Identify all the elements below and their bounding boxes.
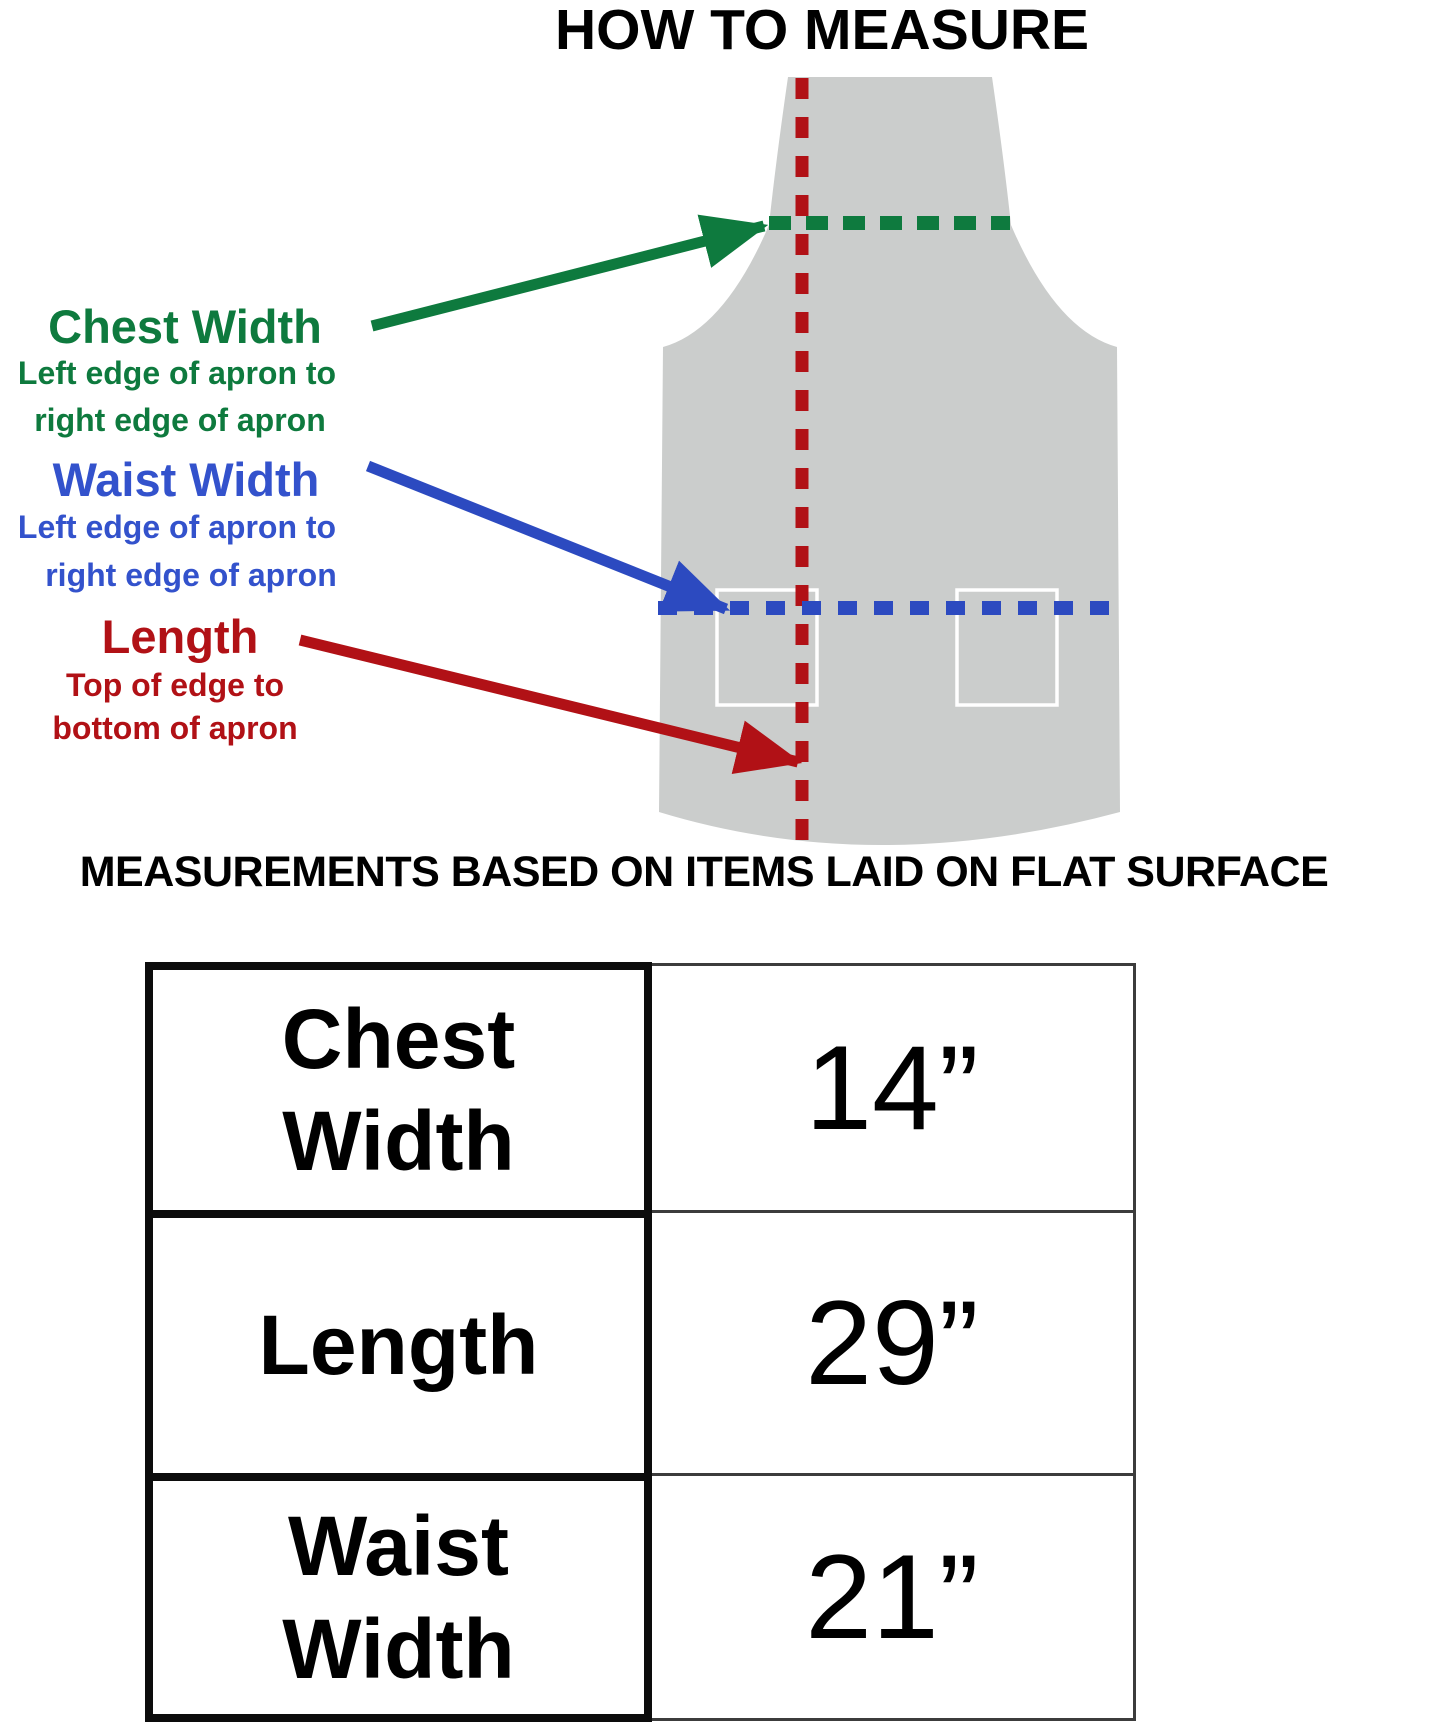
flat-surface-note: MEASUREMENTS BASED ON ITEMS LAID ON FLAT SURFACE [79, 848, 1329, 896]
table-cell-chest-value [651, 966, 1133, 1210]
waist-width-value: 21” [805, 1530, 979, 1664]
chest-width-value: 14” [805, 1021, 979, 1155]
length-heading: Length [101, 610, 259, 663]
chest-width-desc-line1: Left edge of apron to [17, 355, 337, 391]
waist-label-line2: Width [282, 1601, 515, 1696]
chest-width-heading: Chest Width [48, 300, 322, 353]
table-cell-waist-value [651, 1476, 1133, 1718]
apron-silhouette [659, 77, 1120, 845]
page-title: HOW TO MEASURE [554, 0, 1090, 62]
table-cell-length-label [153, 1218, 644, 1473]
label-row-divider-2 [153, 1473, 644, 1481]
table-cell-length-value [651, 1213, 1133, 1473]
chest-label-line1: Chest [281, 991, 516, 1086]
length-value: 29” [805, 1276, 979, 1410]
chest-label-line2: Width [282, 1094, 515, 1188]
chest-width-desc-line2: right edge of apron [34, 402, 326, 438]
chest-width-arrow [372, 226, 764, 326]
waist-label-line1: Waist [288, 1499, 509, 1594]
size-table-value-column [648, 963, 1136, 1721]
waist-width-desc-line2: right edge of apron [45, 557, 337, 593]
length-desc-line2: bottom of apron [52, 710, 298, 746]
length-label-line1: Length [258, 1298, 539, 1393]
waist-width-heading: Waist Width [52, 453, 320, 506]
size-table-label-column [145, 962, 652, 1722]
label-row-divider-1 [153, 1210, 644, 1218]
table-cell-chest-label [153, 970, 644, 1210]
waist-width-desc-line1: Left edge of apron to [17, 509, 337, 545]
length-desc-line1: Top of edge to [65, 667, 285, 703]
table-cell-waist-label [153, 1481, 644, 1714]
